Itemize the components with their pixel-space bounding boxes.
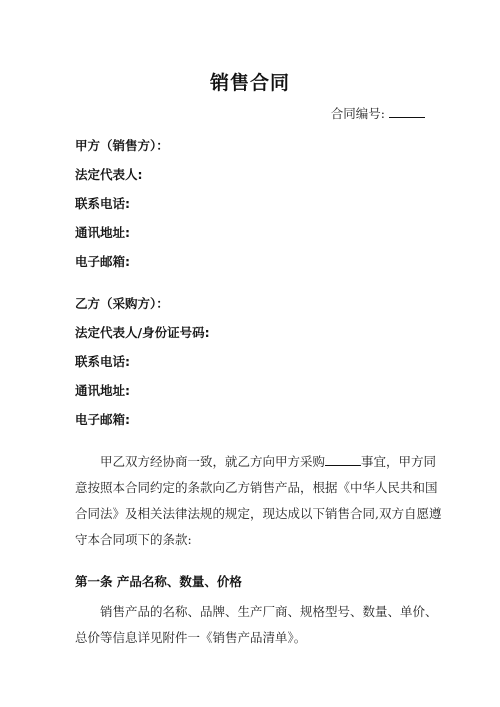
contract-number bbox=[331, 104, 425, 122]
preamble-line-2: 意按照本合同约定的条款向乙方销售产品，根据《中华人民共和国 bbox=[75, 480, 438, 495]
article-1-line-2: 总价等信息详见附件一《销售产品清单》。 bbox=[75, 630, 307, 645]
party-b-legal-rep-id: 法定代表人/身份证号码: bbox=[75, 325, 210, 340]
document-title: 销售合同 bbox=[209, 72, 290, 94]
preamble-line-1a: 甲乙双方经协商一致，就乙方向甲方采购 bbox=[100, 454, 326, 469]
preamble-line-1b: 事宜，甲方同 bbox=[361, 454, 437, 469]
party-a-phone: 联系电话: bbox=[75, 196, 130, 211]
party-b-heading: 乙方（采购方）： bbox=[75, 296, 169, 311]
party-b-phone: 联系电话: bbox=[75, 354, 130, 369]
party-a-email: 电子邮箱: bbox=[75, 254, 130, 269]
party-b-address: 通讯地址: bbox=[75, 383, 130, 398]
purchase-item-blank bbox=[325, 453, 361, 466]
article-1-heading: 第一条 产品名称、数量、价格 bbox=[75, 574, 242, 589]
article-1-line-1: 销售产品的名称、品牌、生产厂商、规格型号、数量、单价、 bbox=[100, 604, 438, 619]
preamble-line-4: 守本合同项下的条款: bbox=[75, 532, 192, 547]
contract-number-blank bbox=[389, 105, 425, 118]
party-a-heading: 甲方（销售方）： bbox=[75, 138, 169, 153]
party-a-address: 通讯地址: bbox=[75, 225, 130, 240]
preamble-line-3: 合同法》及相关法律法规的规定，现达成以下销售合同,双方自愿遵 bbox=[75, 506, 442, 521]
contract-number-label: 合同编号: bbox=[330, 106, 385, 121]
party-a-legal-rep: 法定代表人: bbox=[75, 167, 143, 182]
party-b-email: 电子邮箱: bbox=[75, 412, 130, 427]
preamble-line-1 bbox=[100, 452, 452, 470]
